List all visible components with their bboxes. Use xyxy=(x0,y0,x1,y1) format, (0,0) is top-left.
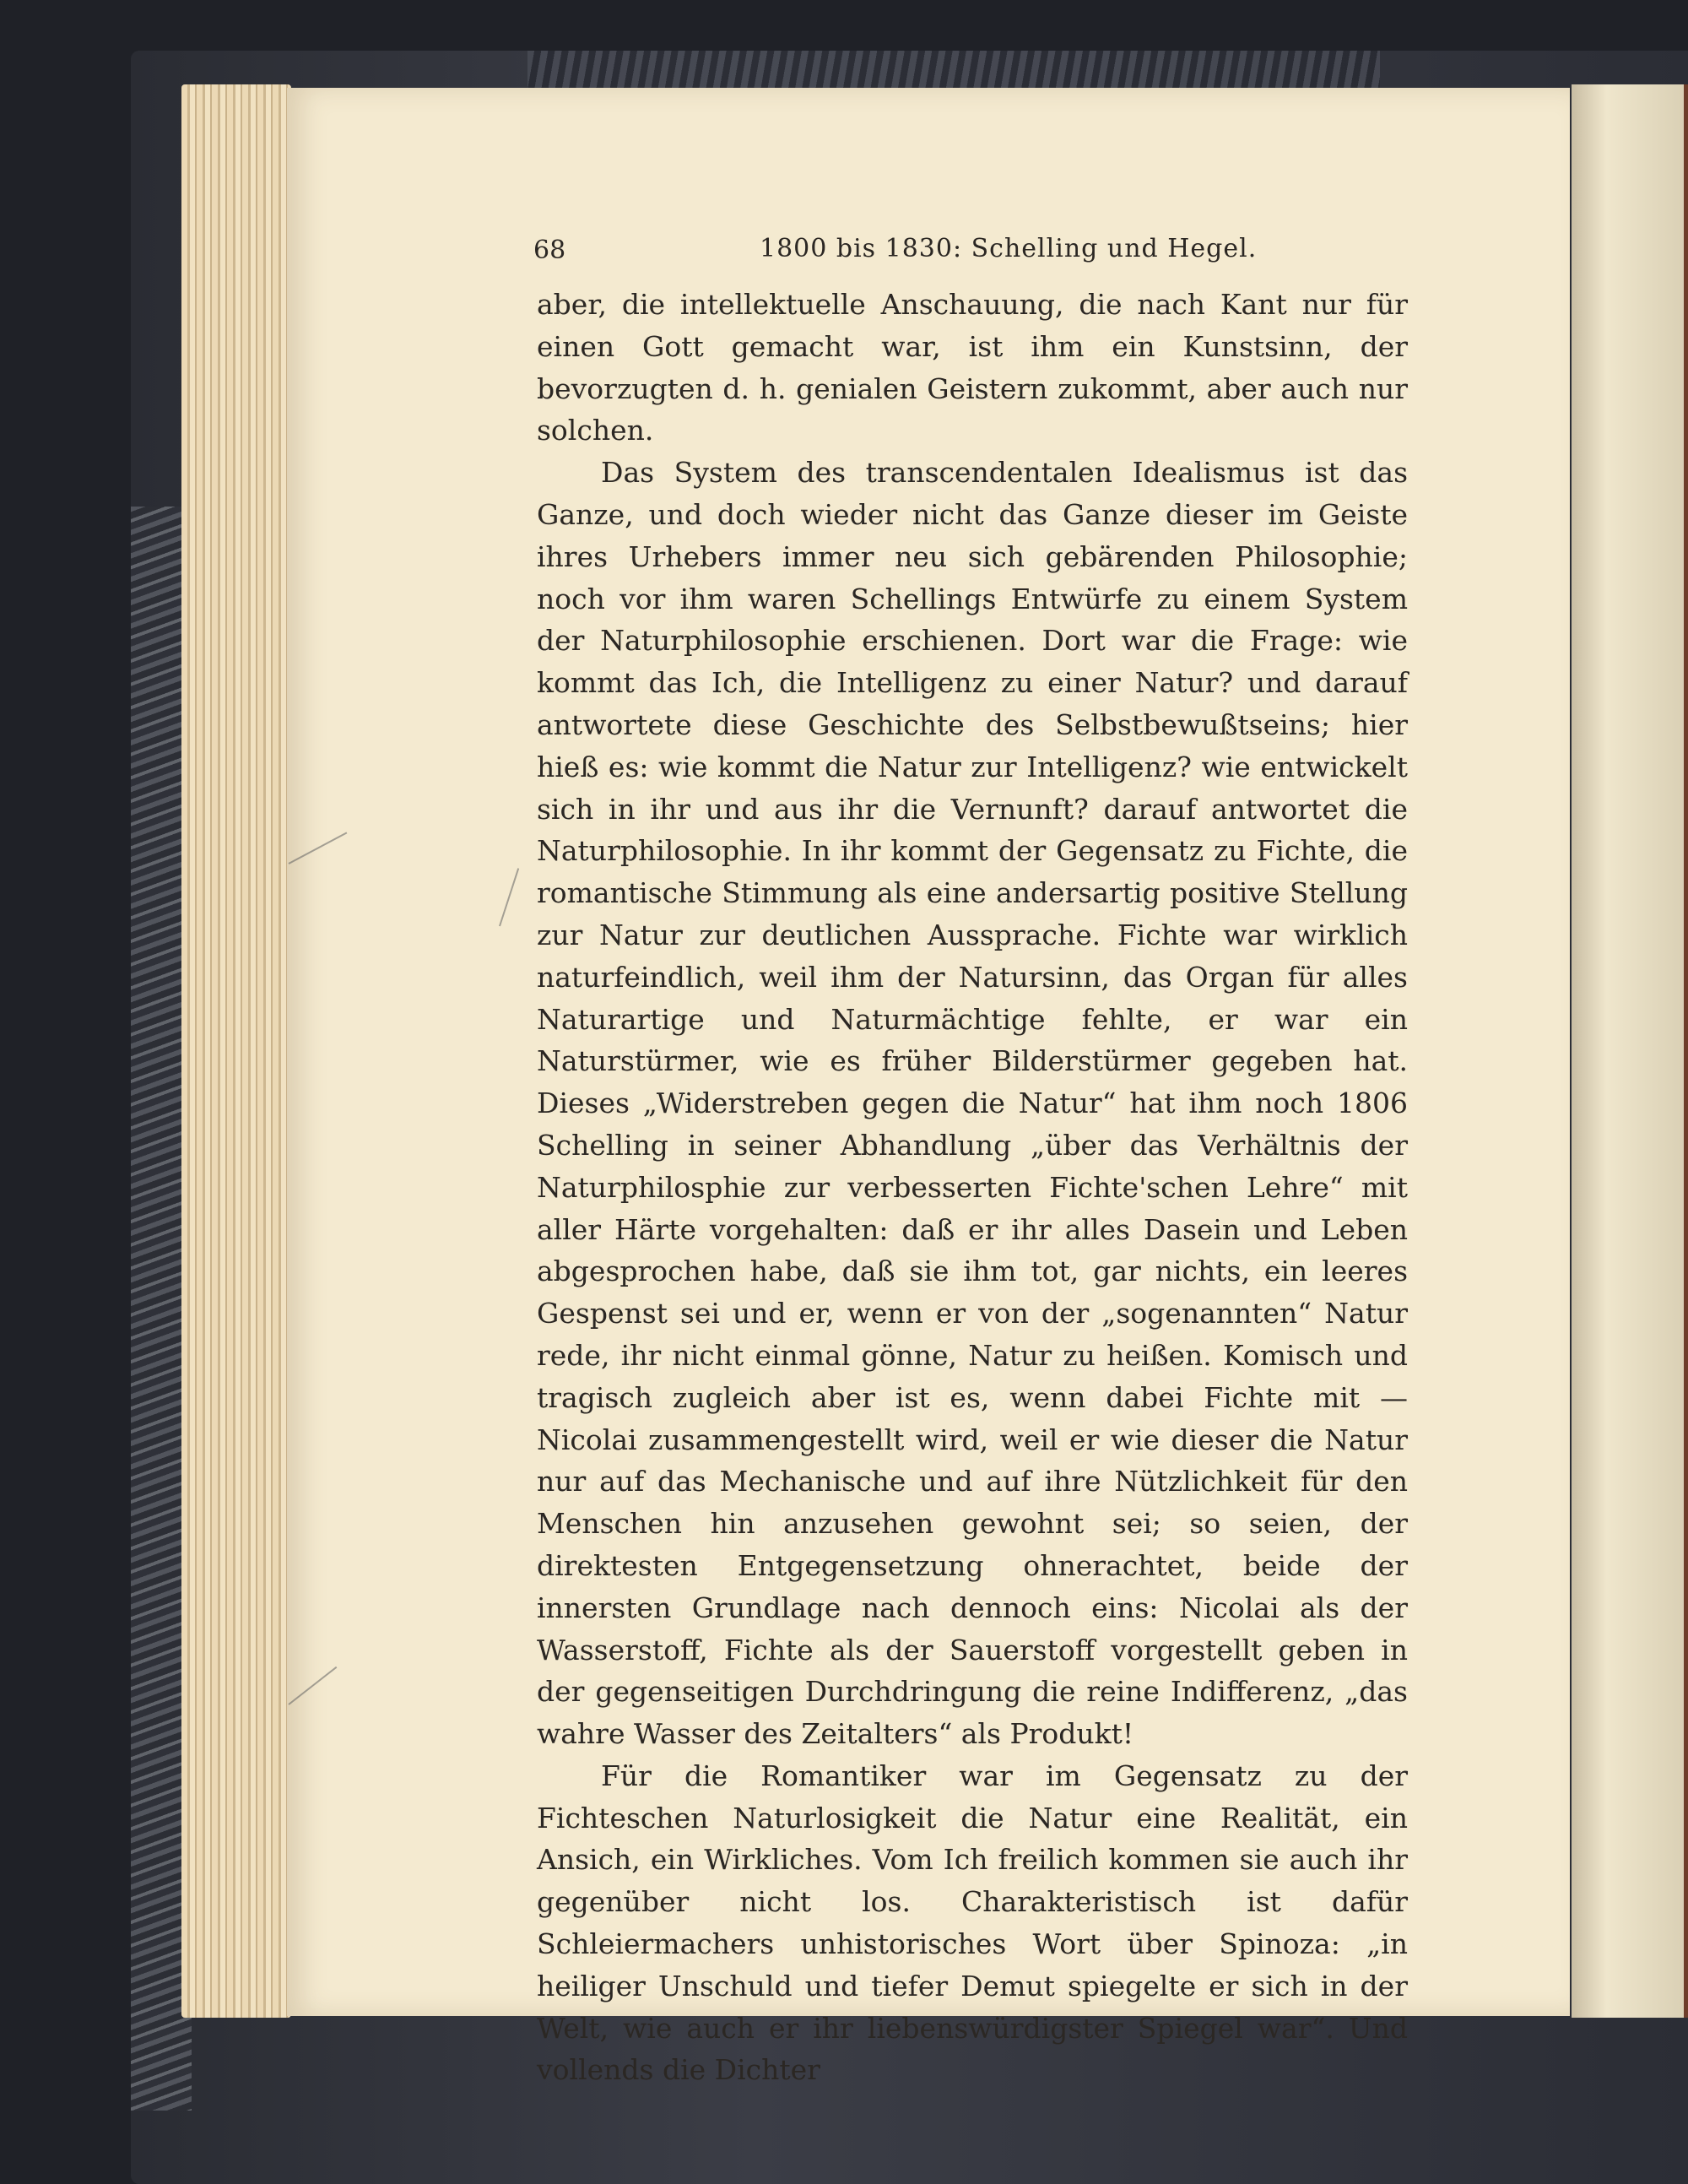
paragraph: Für die Romantiker war im Gegensatz zu der Fichteschen Naturlosigkeit die Natur eine Realität, ein Ansich, ein Wirkliches. Vom Ich freilich kommen sie auch ihr gegenüber nicht los. Charakteristisch ist dafür Schleiermachers unhistorisches Wort über Spinoza: „in heiliger Unschuld und tiefer Demut spiegelte er sich in der Welt, wie auch er ihr liebenswürdigster Spiegel war“. Und vollends die Dichter xyxy=(537,1759,1408,2087)
pencil-mark xyxy=(288,1666,337,1705)
paragraph: Das System des transcendentalen Idealismus ist das Ganze, und doch wieder nicht das Ganze dieser im Geiste ihres Urhebers immer neu sich gebärenden Philosophie; noch vor ihm waren Schellings Entwürfe zu einem System der Naturphilosophie erschienen. Dort war die Frage: wie kommt das Ich, die Intelligenz zu einer Natur? und darauf antwortete diese Geschichte des Selbstbewußtseins; hier hieß es: wie kommt die Natur zur Intelligenz? wie entwickelt sich in ihr und aus ihr die Vernunft? darauf antwortet die Naturphilosophie. In ihr kommt der Gegensatz zu Fichte, die romantische Stimmung als eine andersartig positive Stellung zur Natur zur deutlichen Aussprache. Fichte war wirklich naturfeindlich, weil ihm der Natursinn, das Organ für alles Naturartige und Naturmächtige fehlte, er war ein Naturstürmer, wie es früher Bilderstürmer gegeben hat. Dieses „Widerstreben gegen die Natur“ hat ihm noch 1806 Schelling in seiner Abhandlung „über das Verhältnis der Naturphilosphie zur verbesserten Fichte'schen Lehre“ mit aller Härte vorgehalten: daß er ihr alles Dasein und Leben abgesprochen habe, daß sie ihm tot, gar nichts, ein leeres Gespenst sei und er, wenn er von der „sogenannten“ Natur rede, ihr nicht einmal gönne, Natur zu heißen. Komisch und tragisch zugleich aber ist es, wenn dabei Fichte mit — Nicolai zusammengestellt wird, weil er wie dieser die Natur nur auf das Mechanische und auf ihre Nützlichkeit für den Menschen hin anzusehen gewohnt sei; so seien, der direktesten Entgegensetzung ohnerachtet, beide der innersten Grundlage nach dennoch eins: Nicolai als der Wasserstoff, Fichte als der Sauerstoff vorgestellt geben in der gegenseitigen Durchdringung die reine Indifferenz, „das wahre Wasser des Zeitalters“ als Produkt! xyxy=(537,456,1408,1751)
pencil-mark xyxy=(499,868,519,926)
pencil-mark xyxy=(289,832,348,864)
book-page xyxy=(287,88,1570,2087)
body-text xyxy=(537,284,1408,2091)
cover-top-band xyxy=(528,51,1380,91)
page-edges-left xyxy=(181,84,291,2018)
paragraph: aber, die intellektuelle Anschauung, die nach Kant nur für einen Gott gemacht war, ist ihm ein Kunstsinn, der bevorzugten d. h. genialen Geistern zukommt, aber auch nur solchen. xyxy=(537,288,1408,447)
running-head: 1800 bis 1830: Schelling und Hegel. xyxy=(760,234,1258,263)
page-edge-right xyxy=(1572,84,1688,2018)
cover-edge-right xyxy=(1684,84,1688,2018)
page-number: 68 xyxy=(533,236,566,265)
page-header xyxy=(287,227,1570,269)
